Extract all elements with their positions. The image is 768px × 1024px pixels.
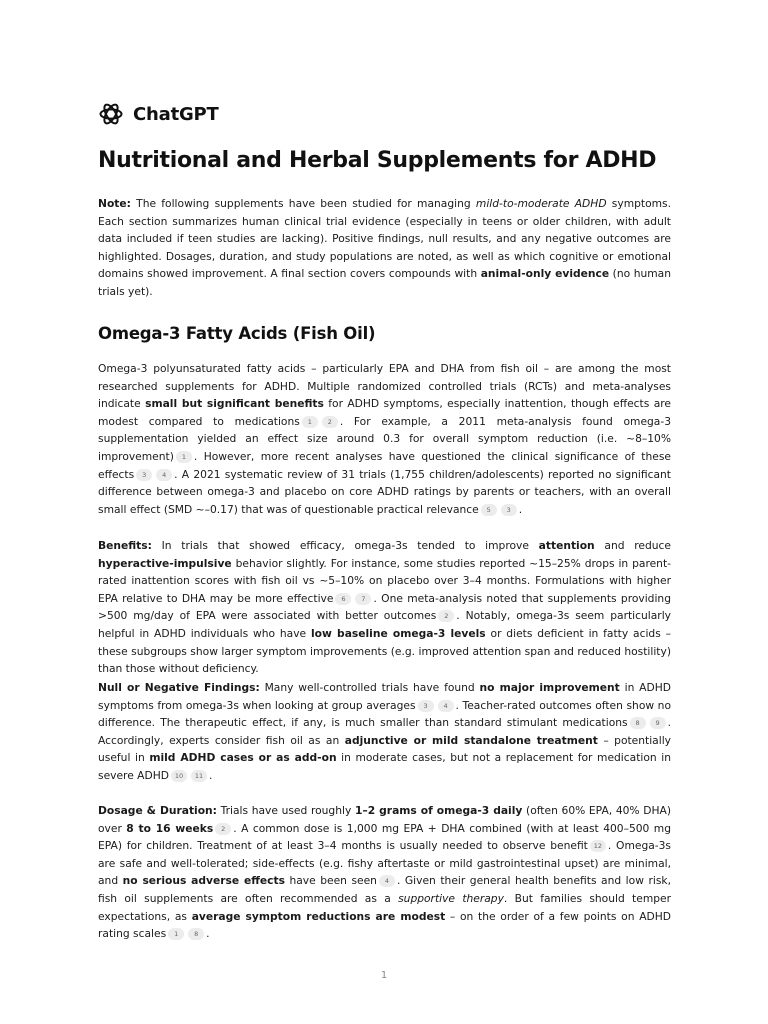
p3-bold-2: adjunctive or mild standalone treatment [344, 733, 598, 747]
p1-text-1: Omega-3 polyunsaturated fatty acids – particularly EPA and DHA from fish oil – are among the most researched supplements for ADHD. Multiple randomized controlled trials (RCTs) and meta-analyses indicate [98, 362, 671, 411]
p1-text-2: for ADHD symptoms, especially inattention, though effects are modest compared to medications [98, 397, 671, 428]
p3-bold-3: mild ADHD cases or as add-on [149, 751, 337, 765]
note-emphasis: mild-to-moderate ADHD [475, 197, 607, 210]
citation-badge[interactable]: 2 [438, 610, 454, 622]
dosage-label: Dosage & Duration: [98, 804, 217, 817]
brand-header [98, 101, 219, 127]
page-title: Nutritional and Herbal Supplements for ADHD [98, 148, 657, 173]
p4-bold-2: 8 to 16 weeks [126, 821, 214, 835]
p2-text-5: . Notably, omega-3s seem particularly helpful in ADHD individuals who have [98, 609, 671, 640]
p1-bold-1: small but significant benefits [145, 397, 324, 411]
note-bold: animal-only evidence [480, 267, 610, 281]
citation-badge[interactable]: 10 [171, 770, 187, 782]
section-heading-omega3: Omega-3 Fatty Acids (Fish Oil) [98, 324, 376, 343]
p2-bold-3: low baseline omega-3 levels [310, 626, 486, 640]
citation-badge[interactable]: 8 [630, 717, 646, 729]
citation-badge[interactable]: 4 [156, 469, 172, 481]
note-text-2: symptoms. Each section summarizes human clinical trial evidence (especially in teens or older children, with adult data included if teen studies are lacking). Positive findings, null results, and any negative outcomes are highlighted. Dosages, duration, and study populations are noted, as well as which cognitive or emotional domains showed improvement. A final section covers compounds with [98, 197, 672, 281]
citation-badge[interactable]: 4 [438, 700, 454, 712]
p2-text-2: and reduce [594, 539, 671, 552]
p1-text-6: . [518, 502, 523, 516]
citation-badge[interactable]: 2 [215, 823, 231, 835]
citation-badge[interactable]: 3 [136, 469, 152, 481]
p4-text-6: . Given their general health benefits and low risk, fish oil supplements are often recommended as a [98, 874, 671, 905]
p3-text-6: in moderate cases, but not a replacement for medication in severe ADHD [98, 751, 672, 782]
p4-text-8: – on the order of a few points on ADHD rating scales [98, 909, 671, 941]
p3-text-5: – potentially useful in [98, 733, 671, 765]
p4-text-9: . [206, 927, 210, 941]
p4-text-7: . But families should temper expectations, as [98, 891, 671, 923]
p1-text-3: . For example, a 2011 meta-analysis found omega-3 supplementation yielded an effect size around 0.3 for overall symptom reduction (i.e. ~8–10% improvement) [98, 414, 672, 463]
citation-badge[interactable]: 1 [168, 928, 184, 940]
benefits-paragraph [98, 537, 671, 678]
openai-logo-icon [98, 101, 124, 127]
citation-badge[interactable]: 2 [322, 416, 338, 428]
citation-badge[interactable]: 6 [335, 593, 351, 605]
note-text-1: The following supplements have been studied for managing [130, 197, 476, 210]
p4-text-1: Trials have used roughly [216, 804, 355, 817]
p2-bold-2: hyperactive-impulsive [98, 556, 232, 570]
citation-badge[interactable]: 12 [590, 840, 606, 852]
citation-badge[interactable]: 1 [302, 416, 318, 428]
null-findings-label: Null or Negative Findings: [98, 681, 260, 694]
p3-bold-1: no major improvement [479, 681, 620, 694]
citation-badge[interactable]: 3 [501, 504, 517, 516]
p2-text-3: behavior slightly. For instance, some studies reported ~15–25% drops in parent-rated inattention scores with fish oil vs ~5–10% on placebo over 3–4 months. Formulations with higher EPA relative to DHA may be more effective [98, 556, 671, 605]
p4-bold-4: average symptom reductions are modest [191, 909, 446, 923]
citation-badge[interactable]: 3 [418, 700, 434, 712]
dosage-paragraph [98, 802, 671, 943]
p4-text-2: (often 60% EPA, 40% DHA) over [98, 804, 671, 835]
p3-text-1: Many well-controlled trials have found [259, 681, 480, 694]
p2-bold-1: attention [538, 539, 595, 552]
citation-badge[interactable]: 8 [188, 928, 204, 940]
benefits-label: Benefits: [98, 539, 152, 552]
p4-bold-1: 1–2 grams of omega-3 daily [354, 804, 523, 817]
null-findings-paragraph [98, 679, 671, 785]
p1-text-4: . However, more recent analyses have questioned the clinical significance of these effects [98, 449, 671, 481]
p2-text-1: In trials that showed efficacy, omega-3s tended to improve [151, 539, 539, 552]
p4-emphasis: supportive therapy [398, 891, 504, 905]
p4-text-5: have been seen [284, 874, 377, 888]
p3-text-7: . [208, 768, 213, 782]
p4-text-3: . A common dose is 1,000 mg EPA + DHA combined (with at least 400–500 mg EPA) for children. Treatment of at least 3–4 months is usually needed to observe benefit [98, 821, 672, 853]
p2-text-6: or diets deficient in fatty acids – these subgroups show larger symptom improvements (e.g. improved attention span and reduced hostility) than those without deficiency. [98, 626, 671, 676]
p4-text-4: . Omega-3s are safe and well-tolerated; side-effects (e.g. fishy aftertaste or mild gastrointestinal upset) are minimal, and [98, 839, 671, 888]
brand-name: ChatGPT [133, 103, 219, 125]
note-text-3: (no human trials yet). [98, 267, 672, 298]
citation-badge[interactable]: 7 [355, 593, 371, 605]
p3-text-4: . Accordingly, experts consider fish oil as an [98, 716, 671, 747]
citation-badge[interactable]: 1 [176, 451, 192, 463]
p2-text-4: . One meta-analysis noted that supplements providing >500 mg/day of EPA were associated with better outcomes [98, 591, 671, 623]
p4-bold-3: no serious adverse effects [122, 874, 285, 888]
p3-text-2: in ADHD symptoms from omega-3s when looking at group averages [98, 681, 671, 712]
omega3-intro-paragraph [98, 360, 671, 518]
citation-badge[interactable]: 4 [379, 875, 395, 887]
p3-text-3: . Teacher-rated outcomes often show no difference. The therapeutic effect, if any, is much smaller than standard stimulant medications [98, 698, 671, 730]
page-number: 1 [380, 970, 388, 981]
citation-badge[interactable]: 9 [650, 717, 666, 729]
note-paragraph [98, 195, 671, 301]
citation-badge[interactable]: 11 [191, 770, 207, 782]
note-label: Note: [98, 197, 131, 210]
citation-badge[interactable]: 5 [481, 504, 497, 516]
p1-text-5: . A 2021 systematic review of 31 trials (1,755 children/adolescents) reported no significant difference between omega-3 and placebo on core ADHD ratings by parents or teachers, with an overall small effect (SMD ~–0.17) that was of questionable practical relevance [98, 467, 671, 516]
